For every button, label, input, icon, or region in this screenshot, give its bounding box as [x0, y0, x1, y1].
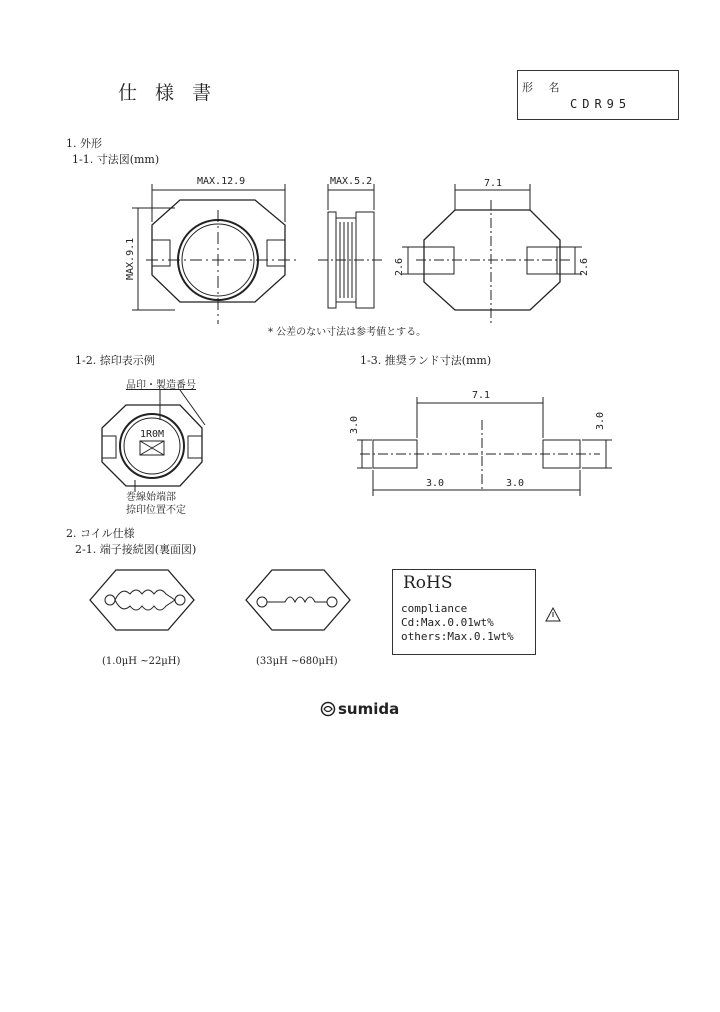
connection-diagram-right	[246, 570, 350, 630]
type-value: CDR95	[570, 97, 632, 111]
land-height-left: 3.0	[349, 415, 360, 434]
dim-max-height: MAX.5.2	[330, 176, 373, 187]
marking-code: 1R0M	[140, 429, 165, 440]
rohs-title: RoHS	[403, 573, 453, 593]
dim-top-span: 7.1	[484, 178, 503, 189]
warning-icon	[546, 608, 560, 621]
marking-note: 捺印位置不定	[126, 505, 186, 516]
section1-heading: 1. 外形	[66, 137, 102, 150]
subsection-1-2: 1-2. 捺印表示例	[75, 354, 155, 367]
dim-pad-right: 2.6	[579, 257, 590, 276]
page-title: 仕 様 書	[118, 82, 218, 104]
marking-label-bottom: 巻線始端部	[126, 492, 176, 503]
land-pattern	[360, 420, 600, 490]
sumida-logo	[320, 700, 399, 718]
range-right: (33μH ~680μH)	[256, 656, 338, 667]
land-height-right: 3.0	[595, 411, 606, 430]
bottom-view	[416, 200, 570, 324]
connection-diagram-left	[90, 570, 194, 630]
land-width-right: 3.0	[506, 478, 525, 489]
dim-max-width: MAX.9.1	[125, 237, 136, 280]
subsection-2-1: 2-1. 端子接続図(裏面図)	[75, 543, 197, 556]
sumida-logo-icon	[320, 701, 336, 717]
rohs-others: others:Max.0.1wt%	[401, 630, 514, 643]
dim-pad-left: 2.6	[394, 257, 405, 276]
brand-name: sumida	[338, 700, 400, 718]
front-view	[146, 200, 296, 324]
land-span: 7.1	[472, 390, 491, 401]
rohs-cd: Cd:Max.0.01wt%	[401, 616, 494, 629]
dim-max-length: MAX.12.9	[197, 176, 246, 187]
type-label: 形 名	[522, 81, 566, 94]
rohs-box	[392, 569, 536, 655]
land-width-left: 3.0	[426, 478, 445, 489]
section2-heading: 2. コイル仕様	[66, 527, 135, 540]
side-view	[318, 212, 382, 308]
subsection-1-3: 1-3. 推奨ランド寸法(mm)	[360, 354, 492, 367]
tolerance-note: * 公差のない寸法は参考値とする。	[268, 327, 427, 338]
range-left: (1.0μH ~22μH)	[102, 656, 181, 667]
marking-label-top: 品印・製造番号	[126, 380, 196, 391]
rohs-compliance: compliance	[401, 602, 468, 615]
subsection-1-1: 1-1. 寸法図(mm)	[72, 153, 160, 166]
marking-drawing	[102, 390, 205, 492]
